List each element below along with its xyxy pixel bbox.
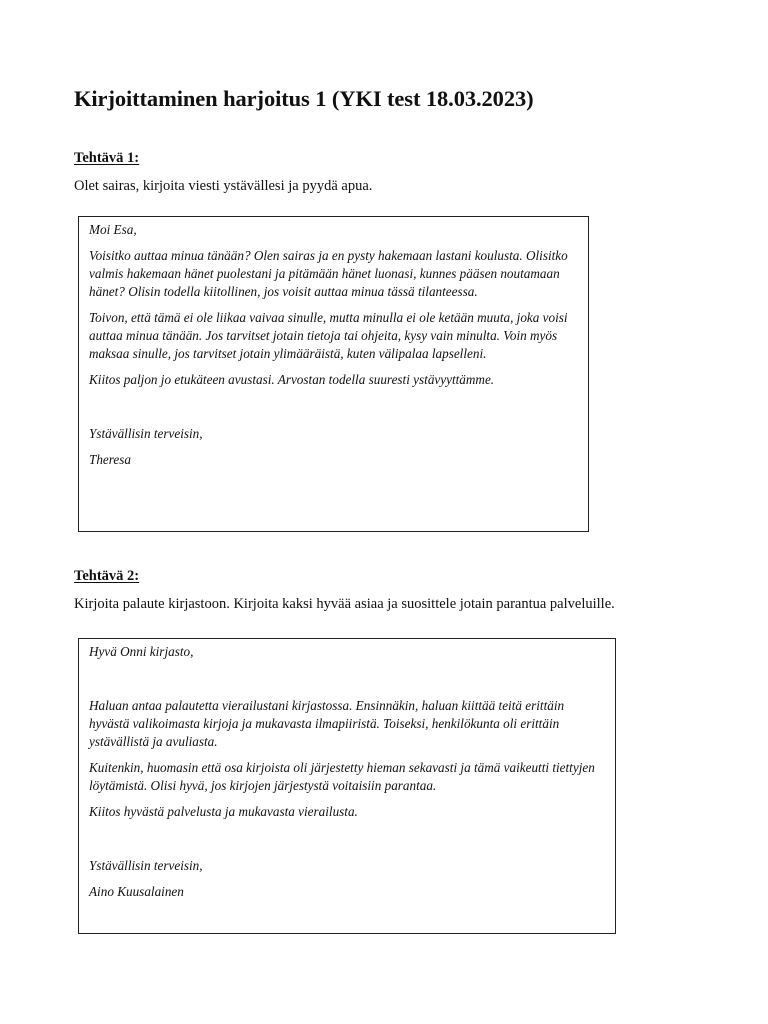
letter-1-closing: Ystävällisin terveisin, — [89, 426, 203, 441]
letter-1-greeting: Moi Esa, — [89, 222, 137, 237]
task-2-letter-box — [78, 638, 616, 934]
page-title: Kirjoittaminen harjoitus 1 (YKI test 18.03.2023) — [74, 86, 534, 111]
task-1-heading: Tehtävä 1: — [74, 150, 140, 166]
letter-2-paragraph-2: Kuitenkin, huomasin että osa kirjoista oli järjestetty hieman sekavasti ja tämä vaikeutti tiettyjen löytämistä. Olisi hyvä, jos kirjojen järjestystä voitaisiin parantaa. — [89, 760, 595, 793]
letter-2-paragraph-3: Kiitos hyvästä palvelusta ja mukavasta vierailusta. — [89, 804, 358, 819]
task-2-heading: Tehtävä 2: — [74, 568, 140, 584]
letter-1-paragraph-3: Kiitos paljon jo etukäteen avustasi. Arvostan todella suuresti ystävyyttämme. — [89, 372, 495, 387]
letter-2-paragraph-1: Haluan antaa palautetta vierailustani kirjastossa. Ensinnäkin, haluan kiittää teitä erittäin hyvästä valikoimasta kirjoja ja mukavasta ilmapiiristä. Toiseksi, henkilökunta oli erittäin ystävällistä ja avuliasta. — [89, 698, 565, 749]
task-2-prompt: Kirjoita palaute kirjastoon. Kirjoita kaksi hyvää asiaa ja suosittele jotain parantua palveluille. — [74, 596, 615, 612]
letter-2-greeting: Hyvä Onni kirjasto, — [89, 644, 194, 659]
letter-1-paragraph-1: Voisitko auttaa minua tänään? Olen sairas ja en pysty hakemaan lastani koulusta. Olisitko valmis hakemaan hänet puolestani ja pitämään hänet luonasi, kunnes pääsen noutamaan hänet? Olisin todella kiitollinen, jos voisit auttaa minua tässä tilanteessa. — [89, 248, 568, 299]
task-1-prompt: Olet sairas, kirjoita viesti ystävällesi ja pyydä apua. — [74, 178, 373, 194]
task-1-letter-box — [78, 216, 589, 532]
letter-2-signature: Aino Kuusalainen — [89, 884, 184, 899]
letter-2-closing: Ystävällisin terveisin, — [89, 858, 203, 873]
letter-1-paragraph-2: Toivon, että tämä ei ole liikaa vaivaa sinulle, mutta minulla ei ole ketään muuta, joka voisi auttaa minua tänään. Jos tarvitset jotain tietoja tai ohjeita, kysy vain minulta. Voin myös maksaa sinulle, jos tarvitset jotain ylimääräistä, kuten välipalaa lapselleni. — [89, 310, 568, 361]
letter-1-signature: Theresa — [89, 452, 132, 467]
